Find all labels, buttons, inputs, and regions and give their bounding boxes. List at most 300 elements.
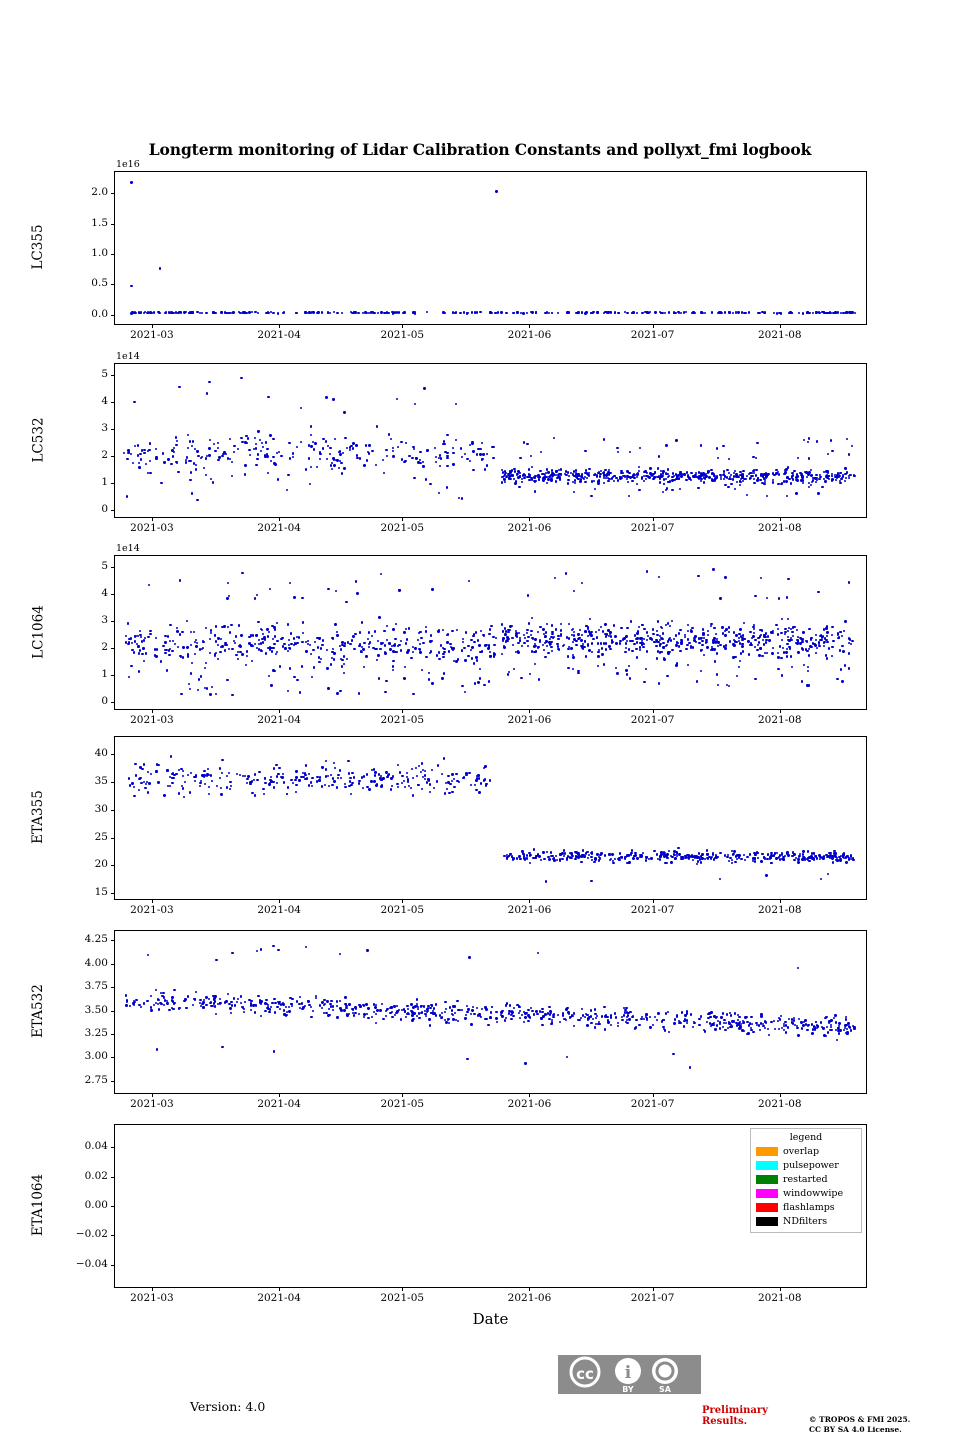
data-point xyxy=(260,1002,262,1004)
data-point xyxy=(577,670,579,672)
data-point xyxy=(624,651,626,653)
data-point xyxy=(633,311,635,313)
data-point xyxy=(479,668,481,670)
data-point xyxy=(466,312,468,314)
data-point xyxy=(351,312,353,314)
data-point xyxy=(626,470,628,472)
data-point xyxy=(730,1014,732,1016)
data-point xyxy=(167,458,169,460)
data-point xyxy=(788,312,790,314)
data-point xyxy=(421,669,423,671)
data-point xyxy=(646,650,648,652)
data-point xyxy=(406,1005,408,1007)
data-point xyxy=(670,639,672,641)
data-point xyxy=(208,793,210,795)
data-point xyxy=(326,667,328,669)
data-point xyxy=(392,776,394,778)
data-point xyxy=(646,570,648,572)
data-point xyxy=(334,438,336,440)
data-point xyxy=(778,1028,780,1030)
y-tick-label: −0.04 xyxy=(75,1257,108,1270)
data-point xyxy=(397,764,399,766)
y-tick-mark xyxy=(111,402,115,403)
data-point xyxy=(375,1022,377,1024)
plot-panel-eta532 xyxy=(114,930,867,1094)
data-point xyxy=(486,464,488,466)
data-point xyxy=(392,447,394,449)
data-point xyxy=(744,638,746,640)
data-point xyxy=(514,470,516,472)
data-point xyxy=(696,680,698,682)
x-tick-label: 2021-08 xyxy=(757,329,802,341)
data-point xyxy=(157,781,159,783)
data-point xyxy=(442,656,444,658)
x-tick-label: 2021-07 xyxy=(630,1292,675,1304)
data-point xyxy=(231,952,233,954)
data-point xyxy=(268,631,270,633)
data-point xyxy=(293,676,295,678)
data-point xyxy=(130,285,132,287)
data-point xyxy=(273,312,275,314)
data-point xyxy=(343,467,345,469)
data-point xyxy=(149,472,151,474)
y-tick-label: 3.00 xyxy=(84,1050,108,1063)
copyright-line-2: CC BY SA 4.0 License. xyxy=(809,1424,902,1434)
data-point xyxy=(717,1020,719,1022)
data-point xyxy=(643,1018,645,1020)
data-point xyxy=(220,787,222,789)
data-point xyxy=(366,1013,368,1015)
data-point xyxy=(368,631,370,633)
data-point xyxy=(215,693,217,695)
data-point xyxy=(250,644,252,646)
data-point xyxy=(548,1006,550,1008)
data-point xyxy=(206,455,208,457)
data-point xyxy=(340,777,342,779)
data-point xyxy=(695,641,697,643)
data-point xyxy=(786,643,788,645)
data-point xyxy=(449,783,451,785)
data-point xyxy=(591,651,593,653)
data-point xyxy=(628,472,630,474)
data-point xyxy=(727,854,729,856)
data-point xyxy=(514,482,516,484)
data-point xyxy=(848,858,850,860)
data-point xyxy=(562,645,564,647)
data-point xyxy=(293,637,295,639)
data-point xyxy=(182,646,184,648)
data-point xyxy=(203,770,205,772)
y-tick-mark xyxy=(111,483,115,484)
data-point xyxy=(818,645,820,647)
data-point xyxy=(326,1000,328,1002)
data-point xyxy=(366,773,368,775)
data-point xyxy=(234,642,236,644)
data-point xyxy=(530,634,532,636)
data-point xyxy=(713,1015,715,1017)
data-point xyxy=(654,311,656,313)
data-point xyxy=(128,777,130,779)
data-point xyxy=(675,312,677,314)
data-point xyxy=(219,767,221,769)
data-point xyxy=(773,474,775,476)
data-point xyxy=(190,471,192,473)
data-point xyxy=(698,1024,700,1026)
data-point xyxy=(796,629,798,631)
data-point xyxy=(474,784,476,786)
data-point xyxy=(190,672,192,674)
data-point xyxy=(765,641,767,643)
data-point xyxy=(607,1019,609,1021)
data-point xyxy=(247,437,249,439)
data-point xyxy=(587,1017,589,1019)
data-point xyxy=(741,645,743,647)
data-point xyxy=(298,779,300,781)
data-point xyxy=(520,677,522,679)
data-point xyxy=(557,645,559,647)
data-point xyxy=(363,1013,365,1015)
legend-item-restarted xyxy=(756,1172,856,1186)
data-point xyxy=(244,473,246,475)
data-point xyxy=(192,440,194,442)
data-point xyxy=(810,646,812,648)
data-point xyxy=(675,644,677,646)
data-point xyxy=(310,1016,312,1018)
data-point xyxy=(254,437,256,439)
data-point xyxy=(490,625,492,627)
data-point xyxy=(244,775,246,777)
data-point xyxy=(686,1019,688,1021)
data-point xyxy=(704,312,706,314)
data-point xyxy=(594,488,596,490)
data-point xyxy=(359,631,361,633)
data-point xyxy=(840,668,842,670)
data-point xyxy=(436,654,438,656)
data-point xyxy=(346,658,348,660)
data-point xyxy=(797,457,799,459)
x-tick-label: 2021-08 xyxy=(757,522,802,534)
data-point xyxy=(517,650,519,652)
data-point xyxy=(260,650,262,652)
data-point xyxy=(728,478,730,480)
data-point xyxy=(401,782,403,784)
data-point xyxy=(673,638,675,640)
data-point xyxy=(343,672,345,674)
x-tick-mark xyxy=(152,709,153,713)
data-point xyxy=(385,449,387,451)
y-tick-mark xyxy=(111,594,115,595)
data-point xyxy=(375,1013,377,1015)
data-point xyxy=(287,474,289,476)
data-point xyxy=(495,1017,497,1019)
y-tick-label: 35 xyxy=(94,774,108,787)
data-point xyxy=(750,1016,752,1018)
data-point xyxy=(464,691,466,693)
data-point xyxy=(271,625,273,627)
data-point xyxy=(739,660,741,662)
data-point xyxy=(565,1019,567,1021)
data-point xyxy=(486,453,488,455)
data-point xyxy=(748,1024,750,1026)
data-point xyxy=(505,1004,507,1006)
data-point xyxy=(714,1028,716,1030)
data-point xyxy=(811,1032,813,1034)
data-point xyxy=(801,475,803,477)
data-point xyxy=(631,640,633,642)
data-point xyxy=(144,787,146,789)
data-point xyxy=(147,954,149,956)
data-point xyxy=(343,1009,345,1011)
data-point xyxy=(808,486,810,488)
data-point xyxy=(310,425,312,427)
data-point xyxy=(497,311,499,313)
data-point xyxy=(841,478,843,480)
data-point xyxy=(452,463,454,465)
data-point xyxy=(187,434,189,436)
data-point xyxy=(560,623,562,625)
data-point xyxy=(810,469,812,471)
y-tick-label: 0.0 xyxy=(91,307,108,320)
data-point xyxy=(481,442,483,444)
data-point xyxy=(435,461,437,463)
data-point xyxy=(603,438,605,440)
data-point xyxy=(601,647,603,649)
data-point xyxy=(255,464,257,466)
data-point xyxy=(802,482,804,484)
data-point xyxy=(806,1029,808,1031)
data-point xyxy=(346,447,348,449)
data-point xyxy=(308,773,310,775)
data-point xyxy=(834,312,836,314)
data-point xyxy=(851,640,853,642)
data-point xyxy=(269,646,271,648)
data-point xyxy=(155,771,157,773)
data-point xyxy=(809,857,811,859)
legend-swatch xyxy=(756,1203,778,1212)
data-point xyxy=(848,477,850,479)
data-point xyxy=(445,782,447,784)
data-point xyxy=(563,855,565,857)
data-point xyxy=(807,850,809,852)
data-point xyxy=(470,649,472,651)
data-point xyxy=(149,443,151,445)
data-point xyxy=(180,693,182,695)
data-point xyxy=(568,311,570,313)
data-point xyxy=(163,1004,165,1006)
data-point xyxy=(639,646,641,648)
data-point xyxy=(490,312,492,314)
data-point xyxy=(851,445,853,447)
data-point xyxy=(774,1028,776,1030)
data-point xyxy=(391,785,393,787)
data-point xyxy=(375,648,377,650)
data-point xyxy=(139,630,141,632)
data-point xyxy=(719,474,721,476)
data-point xyxy=(758,312,760,314)
data-point xyxy=(182,787,184,789)
data-point xyxy=(129,1005,131,1007)
data-point xyxy=(368,788,370,790)
data-point xyxy=(513,468,515,470)
data-point xyxy=(200,780,202,782)
data-point xyxy=(221,772,223,774)
data-point xyxy=(205,312,207,314)
data-point xyxy=(849,1026,851,1028)
data-point xyxy=(380,573,382,575)
data-point xyxy=(725,644,727,646)
data-point xyxy=(287,690,289,692)
x-tick-mark xyxy=(780,324,781,328)
data-point xyxy=(662,632,664,634)
data-point xyxy=(654,471,656,473)
data-point xyxy=(256,634,258,636)
data-point xyxy=(664,312,666,314)
data-point xyxy=(208,447,210,449)
data-point xyxy=(134,445,136,447)
data-point xyxy=(254,1011,256,1013)
data-point xyxy=(601,653,603,655)
data-point xyxy=(195,468,197,470)
data-point xyxy=(473,662,475,664)
data-point xyxy=(219,651,221,653)
data-point xyxy=(200,457,202,459)
data-point xyxy=(776,312,778,314)
data-point xyxy=(567,471,569,473)
data-point xyxy=(556,859,558,861)
data-point xyxy=(382,459,384,461)
data-point xyxy=(593,480,595,482)
y-tick-label: 5 xyxy=(101,367,108,380)
data-point xyxy=(757,857,759,859)
legend-label: overlap xyxy=(783,1145,820,1157)
data-point xyxy=(802,312,804,314)
data-point xyxy=(541,1008,543,1010)
y-tick-mark xyxy=(111,224,115,225)
data-point xyxy=(248,311,250,313)
data-point xyxy=(779,312,781,314)
data-point xyxy=(649,1026,651,1028)
data-point xyxy=(777,652,779,654)
data-point xyxy=(481,1008,483,1010)
data-point xyxy=(183,1000,185,1002)
data-point xyxy=(155,448,157,450)
data-point xyxy=(765,1021,767,1023)
data-point xyxy=(574,482,576,484)
data-point xyxy=(587,643,589,645)
data-point xyxy=(767,636,769,638)
data-point xyxy=(551,312,553,314)
x-tick-label: 2021-03 xyxy=(130,1292,174,1304)
x-tick-mark xyxy=(653,899,654,903)
data-point xyxy=(131,649,133,651)
data-point xyxy=(224,311,226,313)
data-point xyxy=(560,635,562,637)
data-point xyxy=(239,644,241,646)
data-point xyxy=(767,1028,769,1030)
data-point xyxy=(279,665,281,667)
data-point xyxy=(325,396,327,398)
data-point xyxy=(519,457,521,459)
data-point xyxy=(594,1008,596,1010)
y-tick-mark xyxy=(111,254,115,255)
data-point xyxy=(841,680,843,682)
data-point xyxy=(600,470,602,472)
data-point xyxy=(307,1000,309,1002)
data-point xyxy=(410,1003,412,1005)
data-point xyxy=(710,1016,712,1018)
y-tick-label: 1.0 xyxy=(91,247,108,260)
data-point xyxy=(659,644,661,646)
data-point xyxy=(335,590,337,592)
data-point xyxy=(516,1004,518,1006)
data-point xyxy=(826,1026,828,1028)
data-point xyxy=(536,1013,538,1015)
data-point xyxy=(417,784,419,786)
data-point xyxy=(797,1034,799,1036)
legend-label: restarted xyxy=(783,1173,828,1185)
data-point xyxy=(273,643,275,645)
data-point xyxy=(687,624,689,626)
data-point xyxy=(652,628,654,630)
x-axis-label: Date xyxy=(472,1310,509,1328)
data-point xyxy=(575,640,577,642)
data-point xyxy=(226,775,228,777)
y-tick-mark xyxy=(111,810,115,811)
x-tick-label: 2021-03 xyxy=(130,904,174,916)
data-point xyxy=(274,1011,276,1013)
data-point xyxy=(843,1029,845,1031)
data-point xyxy=(548,858,550,860)
data-point xyxy=(631,849,633,851)
data-point xyxy=(546,482,548,484)
data-point xyxy=(144,637,146,639)
data-point xyxy=(658,576,660,578)
data-point xyxy=(531,478,533,480)
data-point xyxy=(127,622,129,624)
y-tick-label: 2 xyxy=(101,641,108,654)
data-point xyxy=(313,666,315,668)
data-point xyxy=(345,1007,347,1009)
data-point xyxy=(250,634,252,636)
data-point xyxy=(732,312,734,314)
data-point xyxy=(754,678,756,680)
y-tick-mark xyxy=(111,429,115,430)
data-point xyxy=(700,1015,702,1017)
data-point xyxy=(187,995,189,997)
data-point xyxy=(824,480,826,482)
data-point xyxy=(319,776,321,778)
data-point xyxy=(606,311,608,313)
data-point xyxy=(289,997,291,999)
data-point xyxy=(628,495,630,497)
data-point xyxy=(749,631,751,633)
x-tick-mark xyxy=(653,324,654,328)
data-point xyxy=(463,311,465,313)
data-point xyxy=(472,469,474,471)
data-point xyxy=(707,634,709,636)
data-point xyxy=(731,859,733,861)
data-point xyxy=(526,312,528,314)
data-point xyxy=(604,854,606,856)
data-point xyxy=(504,481,506,483)
data-point xyxy=(167,635,169,637)
data-point xyxy=(597,655,599,657)
data-point xyxy=(472,635,474,637)
data-point xyxy=(447,633,449,635)
data-point xyxy=(427,778,429,780)
data-point xyxy=(668,850,670,852)
data-point xyxy=(196,450,198,452)
